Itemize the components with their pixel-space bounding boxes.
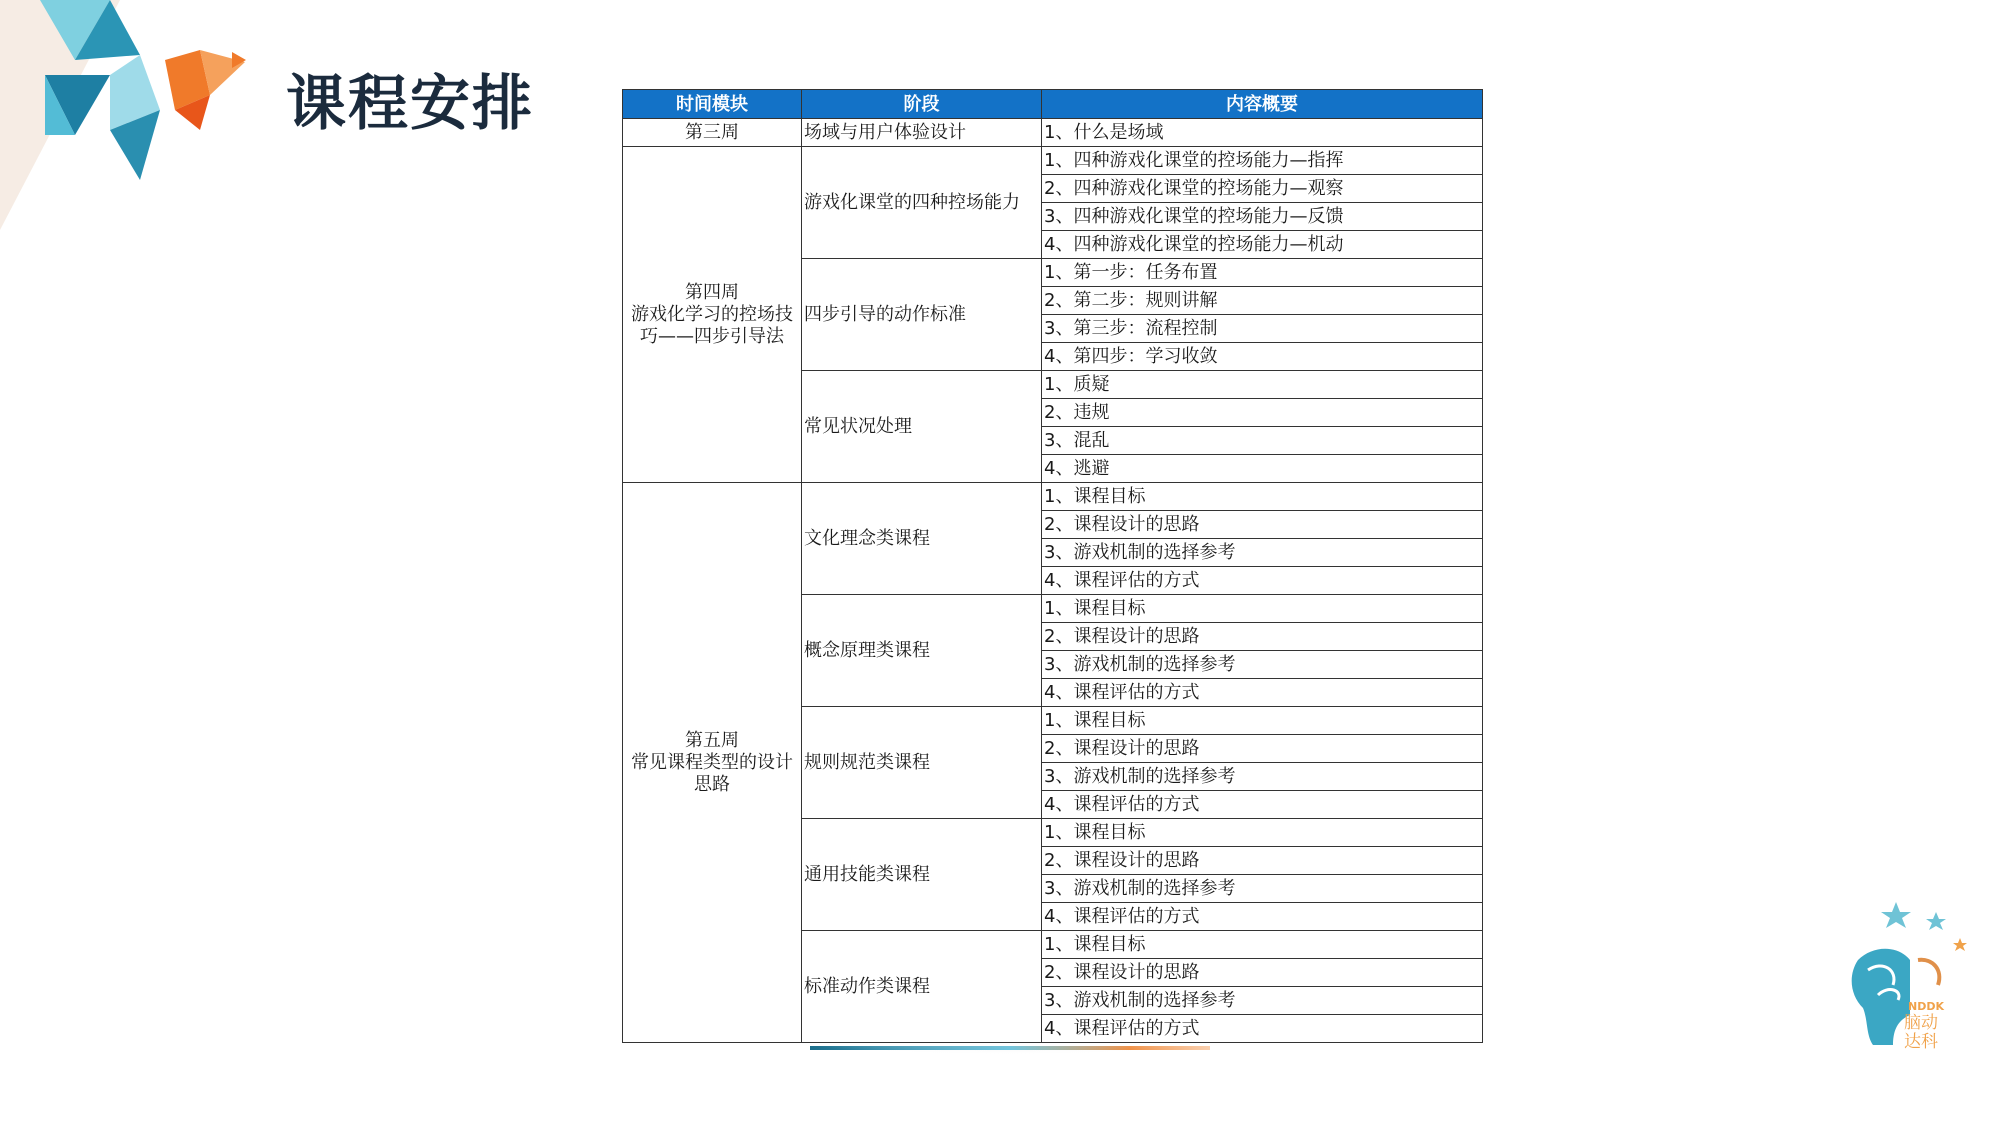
logo-text-line1: NDDK — [1908, 1000, 1944, 1013]
corner-decoration — [0, 0, 260, 230]
content-item-cell: 1、课程目标 — [1042, 483, 1483, 511]
table-shadow-bar — [810, 1046, 1210, 1076]
content-item-cell: 2、课程设计的思路 — [1042, 959, 1483, 987]
header-content-summary: 内容概要 — [1042, 90, 1483, 119]
stage-cell: 场域与用户体验设计 — [802, 119, 1042, 147]
content-item-cell: 1、质疑 — [1042, 371, 1483, 399]
time-module-line: 第三周 — [685, 121, 739, 143]
table-row — [623, 119, 1483, 147]
time-module-line: 思路 — [694, 773, 730, 795]
brand-logo-icon — [1838, 900, 1968, 1050]
content-item-cell: 3、游戏机制的选择参考 — [1042, 651, 1483, 679]
table-row — [623, 483, 1483, 511]
content-item-cell: 3、四种游戏化课堂的控场能力—反馈 — [1042, 203, 1483, 231]
content-item-cell: 3、游戏机制的选择参考 — [1042, 763, 1483, 791]
content-item-cell: 4、课程评估的方式 — [1042, 1015, 1483, 1043]
stage-cell: 四步引导的动作标准 — [802, 259, 1042, 371]
header-time-module: 时间模块 — [623, 90, 802, 119]
content-item-cell: 4、课程评估的方式 — [1042, 567, 1483, 595]
schedule-table — [622, 89, 1483, 1043]
content-item-cell: 3、游戏机制的选择参考 — [1042, 875, 1483, 903]
content-item-cell: 3、游戏机制的选择参考 — [1042, 539, 1483, 567]
content-item-cell: 1、课程目标 — [1042, 595, 1483, 623]
stage-cell: 标准动作类课程 — [802, 931, 1042, 1043]
time-module-cell — [623, 483, 802, 1043]
content-item-cell: 2、四种游戏化课堂的控场能力—观察 — [1042, 175, 1483, 203]
logo-text-line3: 达科 — [1904, 1032, 1938, 1050]
content-item-cell: 1、课程目标 — [1042, 819, 1483, 847]
content-item-cell: 1、四种游戏化课堂的控场能力—指挥 — [1042, 147, 1483, 175]
content-item-cell: 2、课程设计的思路 — [1042, 511, 1483, 539]
content-item-cell: 2、第二步：规则讲解 — [1042, 287, 1483, 315]
time-module-line: 常见课程类型的设计 — [631, 751, 793, 773]
content-item-cell: 4、四种游戏化课堂的控场能力—机动 — [1042, 231, 1483, 259]
content-item-cell: 4、课程评估的方式 — [1042, 903, 1483, 931]
time-module-line: 第五周 — [685, 729, 739, 751]
content-item-cell: 2、课程设计的思路 — [1042, 623, 1483, 651]
content-item-cell: 4、逃避 — [1042, 455, 1483, 483]
content-item-cell: 2、违规 — [1042, 399, 1483, 427]
stage-cell: 通用技能类课程 — [802, 819, 1042, 931]
time-module-cell — [623, 119, 802, 147]
content-item-cell: 2、课程设计的思路 — [1042, 847, 1483, 875]
content-item-cell: 4、课程评估的方式 — [1042, 791, 1483, 819]
table-header-row — [623, 90, 1483, 119]
time-module-cell — [623, 147, 802, 483]
time-module-line: 第四周 — [685, 281, 739, 303]
content-item-cell: 4、课程评估的方式 — [1042, 679, 1483, 707]
content-item-cell: 2、课程设计的思路 — [1042, 735, 1483, 763]
schedule-body — [623, 119, 1483, 1043]
content-item-cell: 3、混乱 — [1042, 427, 1483, 455]
content-item-cell: 3、第三步：流程控制 — [1042, 315, 1483, 343]
stage-cell: 游戏化课堂的四种控场能力 — [802, 147, 1042, 259]
content-item-cell: 1、课程目标 — [1042, 931, 1483, 959]
content-item-cell: 1、第一步：任务布置 — [1042, 259, 1483, 287]
content-item-cell: 4、第四步：学习收敛 — [1042, 343, 1483, 371]
stage-cell: 文化理念类课程 — [802, 483, 1042, 595]
content-item-cell: 3、游戏机制的选择参考 — [1042, 987, 1483, 1015]
time-module-line: 游戏化学习的控场技 — [631, 303, 793, 325]
logo-text-line2: 脑动 — [1904, 1013, 1938, 1033]
stage-cell: 概念原理类课程 — [802, 595, 1042, 707]
header-stage: 阶段 — [802, 90, 1042, 119]
content-item-cell: 1、什么是场域 — [1042, 119, 1483, 147]
stage-cell: 规则规范类课程 — [802, 707, 1042, 819]
table-row — [623, 147, 1483, 175]
page-title: 课程安排 — [286, 69, 534, 139]
stage-cell: 常见状况处理 — [802, 371, 1042, 483]
time-module-line: 巧——四步引导法 — [640, 325, 784, 347]
content-item-cell: 1、课程目标 — [1042, 707, 1483, 735]
